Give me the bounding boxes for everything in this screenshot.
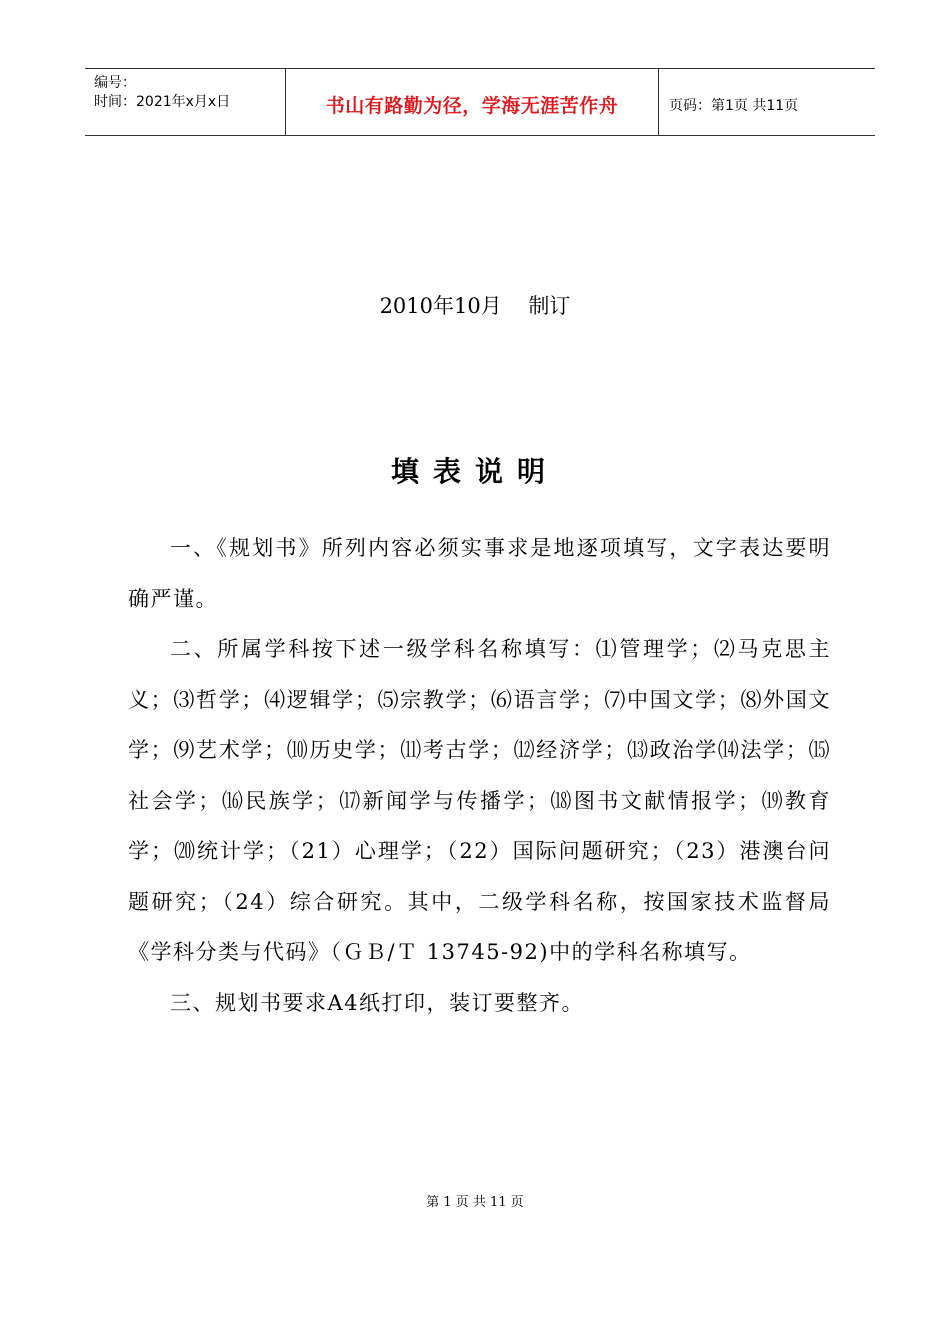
header-meta-cell — [85, 69, 286, 135]
page-title: 填表说明 — [390, 455, 559, 488]
instruction-paragraph-3: 三、规划书要求A4纸打印，装订要整齐。 — [170, 990, 585, 1015]
page-info: 页码：第1页 共11页 — [669, 98, 799, 114]
page-footer: 第 1 页 共 11 页 — [426, 1195, 524, 1210]
time-label: 时间：2021年x月x日 — [94, 94, 231, 110]
instruction-paragraph-2: 二、所属学科按下述一级学科名称填写：⑴管理学；⑵马克思主义；⑶哲学；⑷逻辑学；⑸宗教学；⑹语言学；⑺中国文学；⑻外国文学；⑼艺术学；⑽历史学；⑾考古学；⑿经济学；⒀政治学⒁法学；⒂社会学；⒃民族学；⒄新闻学与传播学；⒅图书文献情报学；⒆教育学；⒇统计学；（21）心理学；（22）国际问题研究；（23）港澳台问题研究；（24）综合研究。其中，二级学科名称，按国家技术监督局《学科分类与代码》（ＧＢ/Ｔ 13745-92)中的学科名称填写。 — [128, 637, 831, 964]
instruction-paragraph-1: 一、《规划书》所列内容必须实事求是地逐项填写，文字表达要明确严谨。 — [128, 536, 831, 611]
number-label: 编号： — [94, 75, 136, 91]
revision-date: 2010年10月 制订 — [379, 294, 571, 318]
header-motto-cell — [286, 69, 659, 135]
instructions-body — [128, 523, 831, 1028]
header-page-cell — [659, 69, 875, 135]
motto-text: 书山有路勤为径，学海无涯苦作舟 — [325, 95, 619, 117]
document-header — [85, 68, 875, 136]
